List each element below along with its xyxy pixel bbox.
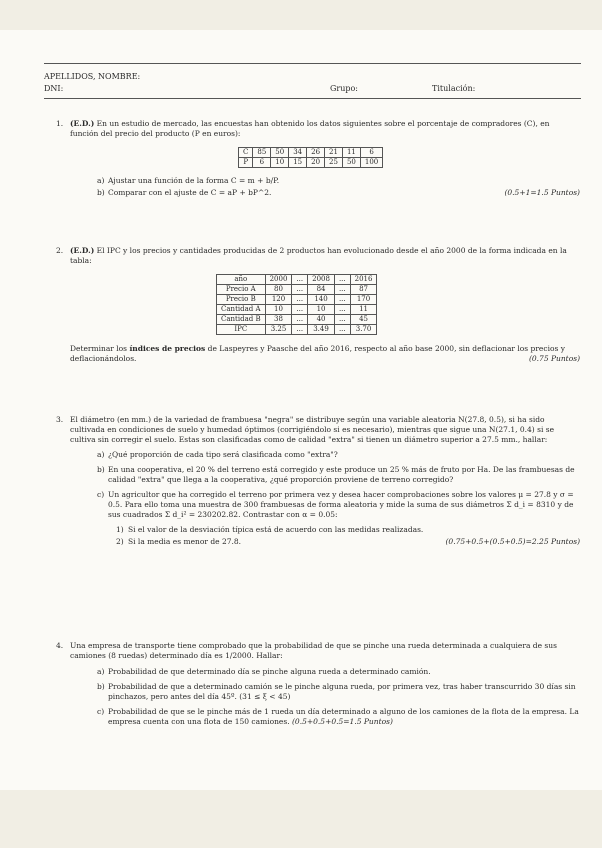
table-row [217, 325, 377, 335]
table-cell: 11 [350, 305, 377, 315]
table-cell: 40 [308, 315, 335, 325]
question-text: El diámetro (en mm.) de la variedad de frambuesa "negra" se distribuye según una variable aleatoria N(27.8, 0.5), si ha sido cultivada en condiciones de suelo y humedad óptimos (corrigiéndolo si es necesario), mientras que sigue una N(27.1, 0.4) si se cultiva sin corregir el suelo. Estas son clasificadas como de calidad "extra" si tienen un diámetro superior a 27.5 mm., hallar: [70, 415, 555, 444]
table-cell: 10 [271, 158, 289, 168]
table-cell: C [239, 148, 253, 158]
table-cell: 3.49 [308, 325, 335, 335]
table-cell: 2016 [350, 275, 377, 285]
question-statement [70, 246, 580, 266]
table-cell: ... [334, 305, 350, 315]
points: (0.75+0.5+(0.5+0.5)=2.25 Puntos) [445, 537, 580, 546]
table-cell: 45 [350, 315, 377, 325]
table-cell: 3.70 [350, 325, 377, 335]
table-cell: 87 [350, 285, 377, 295]
table-cell: 140 [308, 295, 335, 305]
header-bottom-rule [44, 98, 581, 99]
table-cell: 2008 [308, 275, 335, 285]
table-cell: ... [292, 305, 308, 315]
table-cell: 85 [253, 148, 271, 158]
table-row [239, 148, 383, 158]
degree-label: Titulación: [432, 84, 476, 93]
question-3 [56, 415, 580, 547]
table-cell: 84 [308, 285, 335, 295]
table-cell: 21 [325, 148, 343, 158]
table-cell: 170 [350, 295, 377, 305]
name-label: APELLIDOS, NOMBRE: [44, 72, 141, 81]
table-cell: 6 [253, 158, 271, 168]
table-cell: Cantidad A [217, 305, 266, 315]
question-text: Una empresa de transporte tiene comprobado que la probabilidad de que se pinche una rueda determinada a cualquiera de sus camiones (8 ruedas) determinado día es 1/2000. Hallar: [70, 641, 557, 660]
list-item: c) Probabilidad de que se le pinche más de 1 rueda un día determinado a alguno de los camiones de la flota de la empresa. La empresa cuenta con una flota de 150 camiones. (0.5+0.5+0.5=1.5 Puntos) [97, 707, 579, 726]
table-cell: 15 [289, 158, 307, 168]
list-item: 1) Si el valor de la desviación típica está de acuerdo con las medidas realizadas. [116, 525, 424, 534]
table-cell: 120 [265, 295, 292, 305]
table-cell: ... [334, 325, 350, 335]
question-2 [56, 246, 580, 364]
table-cell: Precio A [217, 285, 266, 295]
data-table [238, 147, 383, 168]
points: (0.75 Puntos) [528, 354, 580, 363]
question-1 [56, 119, 580, 198]
table-cell: P [239, 158, 253, 168]
table-cell: Precio B [217, 295, 266, 305]
question-number: 3. [56, 415, 64, 424]
table-cell: ... [334, 285, 350, 295]
table-cell: 2000 [265, 275, 292, 285]
question-statement: Determinar los índices de precios de Laspeyres y Paasche del año 2016, respecto al año base 2000, sin deflacionar los precios y deflacionándolos. (0.75 Puntos) [70, 344, 580, 363]
table-cell: ... [292, 325, 308, 335]
list-item: a) Probabilidad de que determinado día se pinche alguna rueda a determinado camión. [97, 667, 431, 676]
list-item: b) Probabilidad de que a determinado camión se le pinche alguna rueda, por primera vez, tras haber transcurrido 30 días sin pinchazos, pero antes del día 45º. (31 ≤ ξ < 45) [97, 682, 576, 701]
table-cell: ... [292, 275, 308, 285]
list-item: a) ¿Qué proporción de cada tipo será clasificada como "extra"? [97, 450, 338, 459]
question-4 [56, 641, 580, 727]
table-cell: 100 [360, 158, 382, 168]
table-cell: 11 [342, 148, 360, 158]
dni-label: DNI: [44, 84, 64, 93]
table-cell: 6 [360, 148, 382, 158]
list-item: 2) Si la media es menor de 27.8. (0.75+0.5+(0.5+0.5)=2.25 Puntos) [116, 537, 580, 546]
table-cell: 50 [271, 148, 289, 158]
table-cell: IPC [217, 325, 266, 335]
table-cell: 38 [265, 315, 292, 325]
table-cell: 3.25 [265, 325, 292, 335]
table-cell: 50 [342, 158, 360, 168]
question-statement [70, 119, 580, 139]
points: (0.5+0.5+0.5=1.5 Puntos) [292, 717, 393, 726]
list-item: b) En una cooperativa, el 20 % del terreno está corregido y este produce un 25 % más de fruto por Ha. De las frambuesas de calidad "extra" que llega a la cooperativa, ¿qué proporción proviene de terreno corregido? [97, 465, 575, 484]
list-item: a) Ajustar una función de la forma C = m + b/P. [97, 176, 280, 185]
question-tag: (E.D.) [70, 246, 95, 255]
table-cell: Cantidad B [217, 315, 266, 325]
question-tag: (E.D.) [70, 119, 95, 128]
table-row [217, 275, 377, 285]
table-cell: ... [334, 275, 350, 285]
table-row [239, 158, 383, 168]
list-item: b) Comparar con el ajuste de C = aP + bP^2. (0.5+1=1.5 Puntos) [97, 188, 580, 197]
question-text: El IPC y los precios y cantidades producidas de 2 productos han evolucionado desde el año 2000 de la forma indicada en la tabla: [70, 246, 567, 265]
table-row [217, 315, 377, 325]
points: (0.5+1=1.5 Puntos) [504, 188, 580, 197]
list-item: c) Un agricultor que ha corregido el terreno por primera vez y desea hacer comprobaciones sobre los valores μ = 27.8 y σ = 0.5. Para ello toma una muestra de 300 frambuesas de forma aleatoria y mide la suma de sus diámetros Σ d_i = 8310 y de sus cuadrados Σ d_i² = 230202.82. Contrastar con α = 0.05: [97, 490, 574, 519]
header-top-rule [44, 63, 581, 64]
table-cell: 80 [265, 285, 292, 295]
table-cell: 34 [289, 148, 307, 158]
question-text: En un estudio de mercado, las encuestas han obtenido los datos siguientes sobre el porcentaje de compradores (C), en función del precio del producto (P en euros): [70, 119, 550, 138]
question-number: 1. [56, 119, 64, 128]
table-cell: 10 [265, 305, 292, 315]
table-cell: ... [292, 315, 308, 325]
table-cell: ... [334, 315, 350, 325]
question-number: 2. [56, 246, 64, 255]
group-label: Grupo: [330, 84, 358, 93]
table-cell: 25 [325, 158, 343, 168]
table-cell: 20 [307, 158, 325, 168]
data-table [216, 274, 377, 335]
table-cell: año [217, 275, 266, 285]
question-number: 4. [56, 641, 64, 650]
table-cell: ... [334, 295, 350, 305]
table-cell: 26 [307, 148, 325, 158]
table-cell: 10 [308, 305, 335, 315]
table-cell: ... [292, 285, 308, 295]
table-cell: ... [292, 295, 308, 305]
table-row [217, 285, 377, 295]
table-row [217, 305, 377, 315]
table-row [217, 295, 377, 305]
